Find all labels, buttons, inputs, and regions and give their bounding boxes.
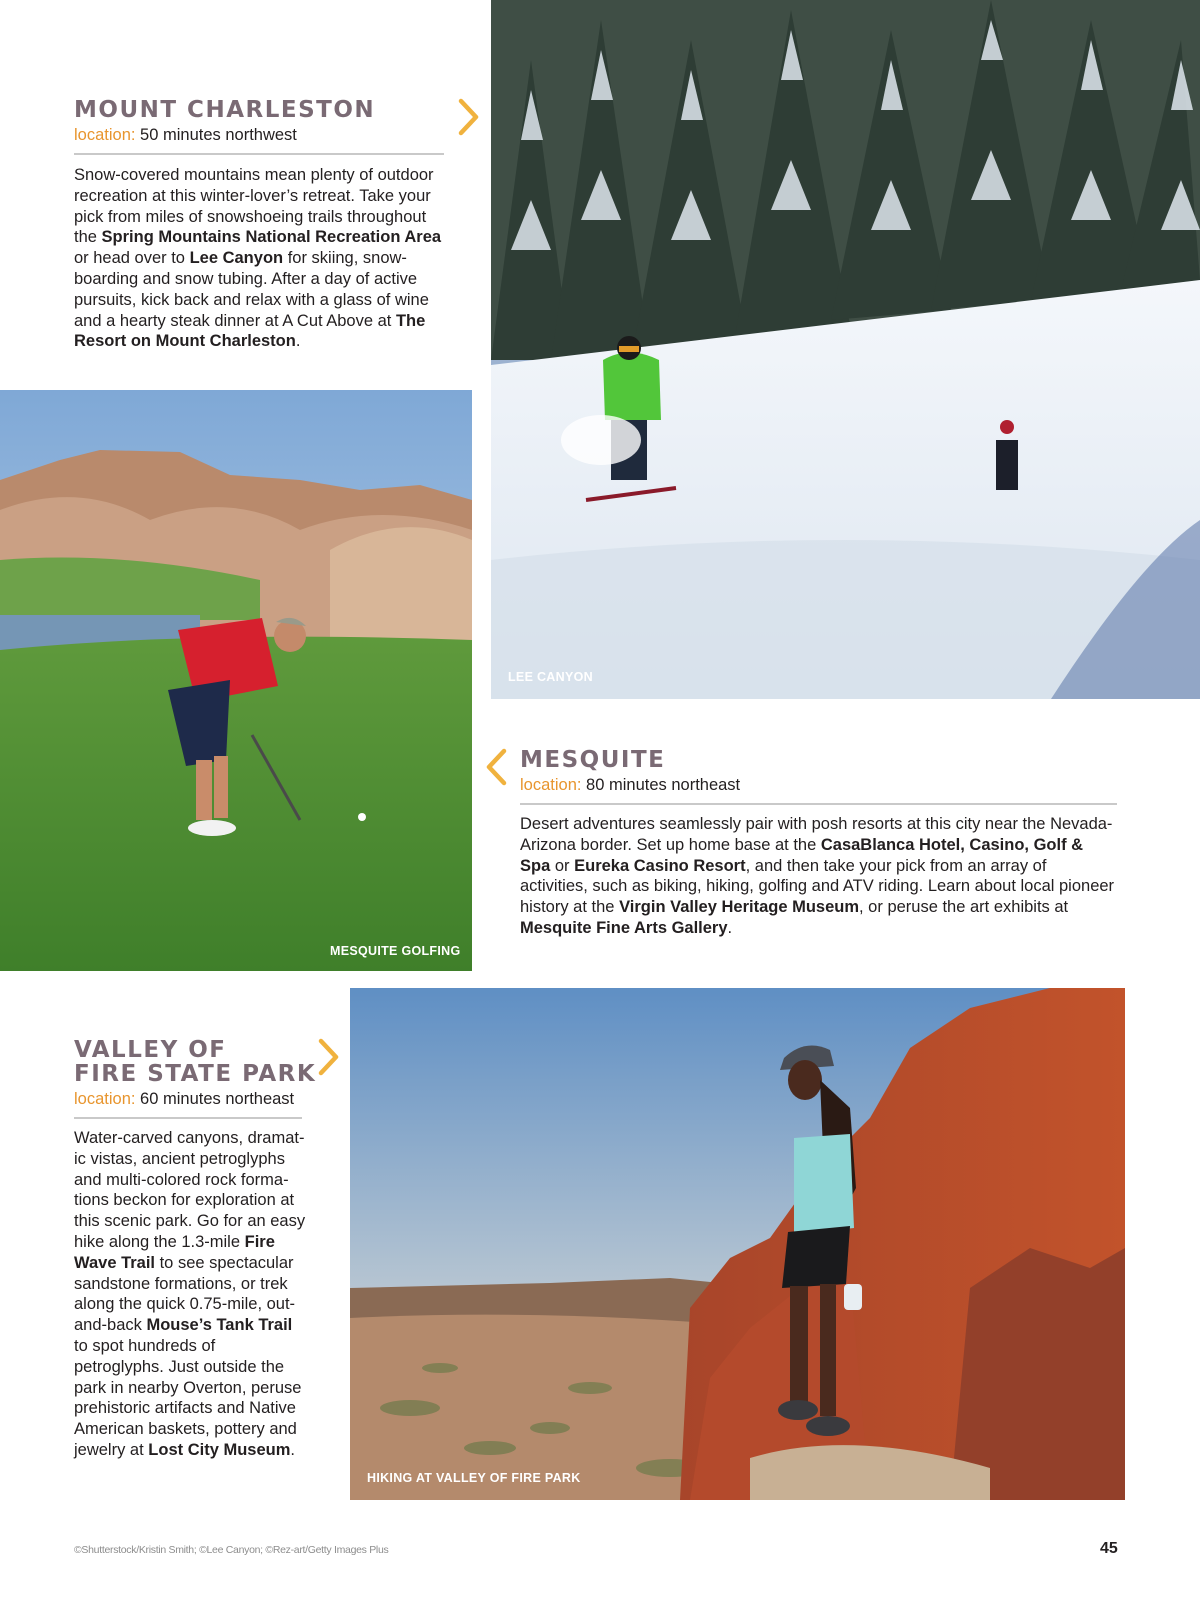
chevron-right-icon[interactable] (316, 1038, 340, 1076)
location-mesquite (520, 776, 740, 795)
divider-rule (74, 1117, 302, 1119)
section-title-mount-charleston: MOUNT CHARLESTON (74, 97, 376, 123)
emphasis-text: Eureka Casino Resort (574, 856, 746, 875)
text-segment: or head over to (74, 249, 190, 268)
divider-rule (520, 803, 1117, 805)
page-number: 45 (1100, 1540, 1118, 1557)
text-segment: Desert adventures seamlessly pair with posh resorts at this city near the Nevada-Arizona border. Set up home base at the (520, 815, 1113, 854)
text-segment: to spot hundreds of petroglyphs. Just outside the park in nearby Overton, peruse prehistoric artifacts and Native American baskets, pottery and jewelry at (74, 1336, 302, 1459)
emphasis-text: Mouse’s Tank Trail (146, 1316, 293, 1335)
caption-lee-canyon: LEE CANYON (508, 670, 593, 684)
title-line-2: FIRE STATE PARK (74, 1061, 317, 1087)
emphasis-text: CasaBlanca Hotel, Casino, Golf & Spa (520, 835, 1084, 875)
photo-mesquite-golfing (0, 390, 472, 971)
photo-lee-canyon-skiers (491, 0, 1200, 699)
location-label: location: (74, 126, 136, 144)
photo-credits: ©Shutterstock/Kristin Smith; ©Lee Canyon; ©Rez-art/Getty Images Plus (74, 1544, 389, 1556)
text-segment: or (550, 856, 575, 875)
text-segment: Water-carved canyons, dramat-ic vistas, ancient petroglyphs and multi-colored rock forma-tions beckon for exploration at this scenic park. Go for an easy hike along the 1.3-mile (74, 1129, 306, 1251)
title-line-1: VALLEY OF (74, 1037, 227, 1063)
divider-rule (74, 153, 444, 155)
photo-hiking-valley-of-fire (350, 988, 1125, 1500)
text-segment: . (727, 918, 733, 937)
location-mount-charleston (74, 126, 297, 145)
text-segment: to see spectacular sandstone formations, or trek along the quick 0.75-mile, out-and-back (74, 1253, 296, 1335)
emphasis-text: Spring Mountains National Recreation Area (101, 228, 442, 247)
body-text-valley-of-fire (74, 1128, 306, 1461)
caption-mesquite-golfing: MESQUITE GOLFING (330, 944, 461, 958)
text-segment: . (295, 332, 301, 351)
location-label: location: (74, 1090, 136, 1108)
text-segment: . (290, 1440, 295, 1459)
location-value: 60 minutes northeast (135, 1090, 295, 1108)
text-segment: , or peruse the art exhibits at (859, 898, 1069, 917)
caption-hiking-valley-of-fire: HIKING AT VALLEY OF FIRE PARK (367, 1471, 581, 1485)
text-segment: Snow-covered mountains mean plenty of outdoor recreation at this winter-lover’s retreat. Take your pick from miles of snowshoeing trails throughout the (74, 166, 434, 247)
emphasis-text: Fire Wave Trail (74, 1232, 275, 1272)
emphasis-text: The Resort on Mount Charleston (74, 311, 426, 351)
section-title-valley-of-fire (74, 1038, 316, 1086)
emphasis-text: Lost City Museum (148, 1440, 291, 1459)
text-segment: for skiing, snow-boarding and snow tubing. After a day of active pursuits, kick back and relax with a glass of wine and a hearty steak dinner at A Cut Above at (74, 249, 429, 330)
emphasis-text: Virgin Valley Heritage Museum (619, 898, 860, 917)
location-valley-of-fire (74, 1090, 294, 1109)
location-value: 50 minutes northwest (135, 126, 297, 144)
emphasis-text: Mesquite Fine Arts Gallery (520, 918, 728, 937)
chevron-right-icon[interactable] (456, 98, 480, 136)
section-title-mesquite: MESQUITE (520, 747, 666, 773)
text-segment: , and then take your pick from an array of activities, such as biking, hiking, golfing and ATV riding. Learn about local pioneer history at the (520, 856, 1115, 917)
chevron-left-icon[interactable] (485, 748, 509, 786)
body-text-mount-charleston (74, 165, 444, 352)
location-label: location: (520, 776, 582, 794)
emphasis-text: Lee Canyon (189, 249, 284, 268)
location-value: 80 minutes northeast (581, 776, 741, 794)
body-text-mesquite (520, 814, 1117, 939)
